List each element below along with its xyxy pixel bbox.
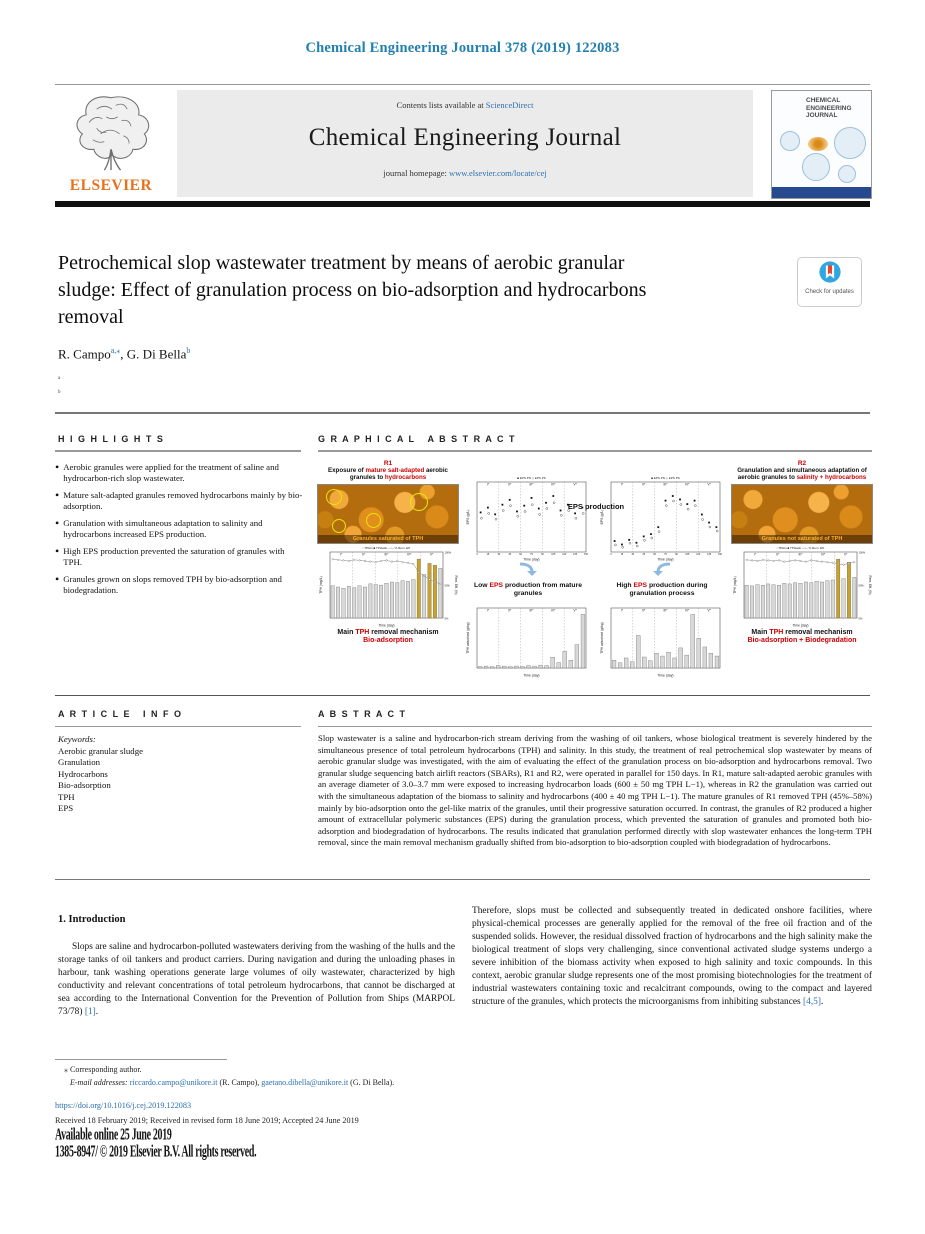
bullet-icon: • [55,460,60,474]
svg-text:90: 90 [541,553,544,557]
cover-title-line2: ENGINEERING [806,104,852,112]
svg-text:IV*: IV* [406,552,412,557]
highlight-text: Mature salt-adapted granules removed hydrocarbons mainly by bio-adsorption. [63,490,303,511]
svg-text:I*: I* [754,552,757,557]
curved-arrow-icon [517,562,539,582]
ga-r2-column [732,460,872,692]
highlight-item [55,546,303,568]
article-info-header: A R T I C L E I N F O [58,709,183,719]
bullet-icon: • [55,544,60,558]
contents-prefix: Contents lists available at [396,100,486,110]
elsevier-tree-icon [68,161,154,178]
svg-text:60: 60 [519,553,522,557]
email-owner-2: (G. Di Bella). [348,1078,395,1087]
header-rule [55,84,870,85]
svg-text:135: 135 [573,553,578,557]
elsevier-logo[interactable] [55,92,167,198]
keyword: Hydrocarbons [58,768,108,779]
svg-text:Time (day): Time (day) [792,623,809,628]
check-updates-icon [818,271,842,288]
svg-text:135: 135 [707,553,712,557]
svg-text:Time (day): Time (day) [657,557,674,562]
svg-text:IV*: IV* [820,552,826,557]
svg-text:Time (day): Time (day) [523,557,540,562]
svg-text:100%: 100% [444,551,452,555]
elsevier-wordmark: ELSEVIER [69,177,153,194]
bullet-icon: • [55,488,60,502]
available-online-line: Available online 25 June 2019 [55,1126,172,1144]
svg-text:IV*: IV* [685,608,690,613]
graphical-abstract-rule [318,450,872,452]
doi-link[interactable]: https://doi.org/10.1016/j.cej.2019.122083 [55,1101,192,1110]
author-line [58,346,190,362]
r1-main-caption: Main TPH removal mechanism Bio-adsorption [337,628,439,645]
high-eps-caption: High EPS production during granulation process [616,582,708,597]
svg-text:■ EPS PN ◇ EPS PS: ■ EPS PN ◇ EPS PS [517,476,546,480]
journal-banner [177,90,753,197]
citation-link[interactable]: [4,5] [803,997,821,1007]
affiliation-a-marker: a [58,376,61,381]
highlight-circle [326,489,342,505]
svg-text:90: 90 [675,553,678,557]
svg-text:III*: III* [663,482,668,487]
r2-photo-overlay: Granules not saturated of TPH [732,535,872,543]
r2-label: R2 [797,460,807,467]
highlight-item [55,574,303,596]
cover-title-line1: CHEMICAL [806,97,841,104]
svg-text:120: 120 [562,553,567,557]
svg-text:75: 75 [530,553,533,557]
low-eps-caption: Low EPS production from mature granules [473,582,582,597]
svg-text:0%: 0% [444,617,449,621]
homepage-line [177,168,753,178]
svg-text:I*: I* [340,552,343,557]
highlight-text: Granulation with simultaneous adaptation to salinity and hydrocarbons increased EPS production. [63,518,263,539]
banner-divider [55,201,870,207]
title-line-3: removal [58,306,124,328]
svg-text:0%: 0% [858,617,863,621]
r1-granules-photo [317,484,459,544]
homepage-link[interactable]: www.elsevier.com/locate/cej [448,168,547,178]
highlight-item [55,490,303,512]
graphical-abstract-header: G R A P H I C A L A B S T R A C T [318,434,517,444]
svg-text:Rem. Eff. (%): Rem. Eff. (%) [454,575,458,595]
svg-text:50%: 50% [444,584,450,588]
author-1-affil-sup: a,⁎ [110,346,121,355]
svg-text:IV*: IV* [551,608,556,613]
highlight-text: Granules grown on slops removed TPH by bio-adsorption and biodegradation. [63,574,282,595]
check-updates-badge[interactable] [797,257,862,307]
journal-citation-line: Chemical Engineering Journal 378 (2019) 122083 [305,40,620,56]
article-info-rule [55,726,301,727]
highlight-circle [410,493,428,511]
email-label: E-mail addresses: [70,1078,128,1087]
svg-text:30: 30 [631,553,635,557]
cover-bubble [838,165,856,183]
svg-text:III*: III* [384,552,389,557]
ga-r1-column [318,460,458,692]
highlight-circle [332,519,346,533]
keyword: TPH [58,791,75,802]
r1-label: R1 [383,460,393,467]
svg-text:V*: V* [844,552,848,557]
svg-text:V*: V* [707,608,711,613]
author-separator: , [120,346,127,362]
section-rule [55,695,870,696]
introduction-right-column: Therefore, slops must be collected and subsequently treated in dedicated onshore facilities, where physical-chemical processes are generally applied for the removal of the free oil fraction and of the suspended solids. However, the residual dissolved fraction of hydrocarbons and the high salinity make the biological treatment of slops very challenging, since conventional activated sludge systems undergo a severe inhibition of the biomass activity when exposed to high salinity and toxic compounds. In this context, aerobic granular sludge represents one of the most promising biotechnologies for the treatment of industrial wastewaters containing toxic and recalcitrant compounds, owing to the compact and layered structure of the granules, which protects the microorganisms from inhibiting substances [4,5]. [472,906,872,1007]
svg-text:II*: II* [776,552,780,557]
email-link-2[interactable]: gaetano.dibella@unikore.it [261,1078,349,1087]
r1-tph-adsorbed-chart [465,600,591,678]
contents-line [177,100,753,110]
keyword: EPS [58,803,74,813]
cover-bottom-band [772,187,871,198]
highlight-circle [366,513,381,528]
abstract-text: Slop wastewater is a saline and hydrocarbon-rich stream deriving from the washing of oil tankers, whose biological treatment is severely hindered by the simultaneous presence of total petroleum hydrocarbons (TPH) and salinity. In this study, the treatment of real petrochemical slop wastewater by means of aerobic granular sludge was investigated, with the aim of evaluating the effect of the granulation process on bio-adsorption and hydrocarbons removal. Two granular sludge sequencing batch airlift reactors (SBARs), R1 and R2, were operated in parallel for 150 days. In R1, mature salt-adapted aerobic granules with an average diameter of 3.0–3.7 mm were exposed to increasing hydrocarbon loads (600 ± 50 mg TPH L−1), whereas in R2 the granulation was carried out with the simultaneous adaptation of the biomass to salinity and hydrocarbons (400 ± 40 mg TPH L−1). The mature granules of R1 removed TPH (45%–58%) mainly by bio-adsorption onto the gel-like matrix of the granules, until their progressive saturation occurred. In contrast, the granules of R2 produced a higher amount of extracellular polymeric substances (EPS) during the granulation process, which prevented the saturation of granules and promoted both bio-adsorption and biodegradation of hydrocarbons. The results indicated that granulation performed directly with slop wastewater enhances the long-term TPH removal, since the main removal mechanism gradually shifted from bio-adsorption to bio-adsorption coupled with biodegradation of hydrocarbons. [318,733,872,848]
cover-bubble [780,131,800,151]
svg-text:TPH adsorbed (g/kg): TPH adsorbed (g/kg) [466,622,470,654]
svg-text:45: 45 [508,553,512,557]
section-rule [55,412,870,414]
svg-text:TPH (mg/L): TPH (mg/L) [319,576,323,594]
svg-text:0: 0 [610,553,612,557]
bullet-icon: • [55,572,60,586]
author-2[interactable]: G. Di Bella [126,346,187,362]
svg-text:II*: II* [508,482,512,487]
svg-text:150: 150 [584,553,588,557]
svg-text:I*: I* [486,482,489,487]
r2-caption: Granulation and simultaneous adaptation of aerobic granules to salinity + hydrocarbons [737,467,867,482]
keywords-block [58,734,298,815]
svg-text:V*: V* [430,552,434,557]
journal-cover-thumbnail[interactable] [771,90,872,199]
svg-text:I*: I* [620,608,623,613]
check-updates-label: Check for updates [805,289,854,295]
cover-artwork [808,137,828,151]
r2-granules-photo [731,484,873,544]
r1-tph-removal-chart [318,544,458,628]
svg-text:II*: II* [362,552,366,557]
svg-text:IV*: IV* [685,482,690,487]
abstract-rule [318,726,872,727]
svg-text:EPS (g/L): EPS (g/L) [466,509,470,525]
highlight-text: Aerobic granules were applied for the treatment of saline and hydrocarbon-rich slop wastewater. [63,462,279,483]
cover-bubble [802,153,830,181]
abstract-header: A B S T R A C T [318,709,407,719]
r2-mechanism: Bio-adsorption + Biodegradation [747,637,857,645]
title-line-1: Petrochemical slop wastewater treatment by means of aerobic granular [58,252,625,274]
section-rule [55,879,870,880]
bullet-icon: • [55,516,60,530]
introduction-heading: 1. Introduction [58,914,126,925]
highlight-item [55,462,303,484]
svg-text:V*: V* [573,482,577,487]
svg-text:TPH adsorbed (g/kg): TPH adsorbed (g/kg) [600,622,604,654]
sciencedirect-link[interactable]: ScienceDirect [485,100,534,110]
cover-title [806,97,852,120]
curved-arrow-icon [651,562,673,582]
email-link-1[interactable]: riccardo.campo@unikore.it [129,1078,218,1087]
r2-tph-adsorbed-chart [599,600,725,678]
svg-text:V*: V* [573,608,577,613]
svg-text:Time (day): Time (day) [523,673,540,678]
svg-text:III*: III* [529,482,534,487]
svg-text:120: 120 [696,553,701,557]
email-owner-1: (R. Campo), [217,1078,262,1087]
svg-text:TPH (mg/L): TPH (mg/L) [733,576,737,594]
r1-caption: Exposure of mature salt-adapted aerobic granules to hydrocarbons [327,467,448,482]
highlight-item [55,518,303,540]
svg-text:15: 15 [486,553,490,557]
author-2-affil-sup: b [186,346,191,355]
highlights-header: H I G H L I G H T S [58,434,165,444]
corresponding-author-note: ⁎ Corresponding author. [64,1065,142,1074]
svg-text:EPS (g/L): EPS (g/L) [600,509,604,525]
keyword: Aerobic granular sludge [58,745,144,756]
svg-text:45: 45 [642,553,646,557]
svg-text:IV*: IV* [551,482,556,487]
graphical-abstract [318,460,872,692]
title-line-2: sludge: Effect of granulation process on bio-adsorption and hydrocarbons [58,279,647,301]
banner-journal-title: Chemical Engineering Journal [308,124,622,151]
svg-text:III*: III* [529,608,534,613]
svg-text:■ EPS PN ◇ EPS PS: ■ EPS PN ◇ EPS PS [651,476,680,480]
citation-link[interactable]: [1] [84,1007,96,1017]
r2-tph-removal-chart [732,544,872,628]
svg-text:III*: III* [663,608,668,613]
svg-text:60: 60 [653,553,656,557]
svg-text:II*: II* [508,608,512,613]
author-1[interactable]: R. Campo [58,346,111,362]
keyword: Granulation [58,757,101,767]
article-title [58,250,778,331]
svg-text:Rem. Eff. (%): Rem. Eff. (%) [868,575,872,595]
svg-text:0: 0 [476,553,478,557]
svg-text:II*: II* [642,608,646,613]
svg-text:50%: 50% [858,584,864,588]
homepage-prefix: journal homepage: [383,168,449,178]
svg-text:I*: I* [620,482,623,487]
svg-text:Time (day): Time (day) [657,673,674,678]
r2-eps-scatter-chart [599,474,725,562]
keywords-label: Keywords: [58,734,96,744]
svg-text:30: 30 [497,553,501,557]
keyword: Bio-adsorption [58,780,111,790]
cover-title-line3: JOURNAL [806,112,838,119]
svg-text:V*: V* [707,482,711,487]
svg-text:105: 105 [685,553,690,557]
r2-main-caption: Main TPH removal mechanism Bio-adsorption + Biodegradation [747,628,857,645]
ga-low-eps-column [464,460,592,692]
svg-text:150: 150 [718,553,722,557]
svg-text:Time (day): Time (day) [378,623,395,628]
highlight-text: High EPS production prevented the saturation of granules with TPH. [63,546,285,567]
r1-mechanism: Bio-adsorption [363,637,413,645]
r1-photo-overlay: Granules saturated of TPH [318,535,458,543]
svg-text:15: 15 [620,553,624,557]
received-dates: Received 18 February 2019; Received in revised form 18 June 2019; Accepted 24 June 2019 [55,1116,359,1125]
svg-text:I*: I* [486,608,489,613]
svg-text:100%: 100% [858,551,866,555]
svg-text:▫ TPHin ■ TPHads ─○─ % Rem. Ef: ▫ TPHin ■ TPHads ─○─ % Rem. Eff. [362,545,411,550]
eps-production-heading: EPS production [567,502,625,511]
ga-high-eps-column [598,460,726,692]
svg-text:▫ TPHin ■ TPHads ─○─ % Rem. Ef: ▫ TPHin ■ TPHads ─○─ % Rem. Eff. [776,545,825,550]
r1-eps-scatter-chart [465,474,591,562]
svg-text:105: 105 [551,553,556,557]
footnote-rule [55,1059,227,1060]
cover-bubble [834,127,866,159]
svg-text:II*: II* [642,482,646,487]
copyright-line: 1385-8947/ © 2019 Elsevier B.V. All rights reserved. [55,1143,257,1161]
svg-text:75: 75 [664,553,667,557]
introduction-left-column: Slops are saline and hydrocarbon-polluted wastewaters deriving from the washing of the hulls and the storage tanks of oil tankers and product carriers. During navigation and during the unloading phases in harbour, tank washing operations generate large volumes of oily wastewater, characterized by high conductivity and relevant concentrations of total petroleum hydrocarbons, that cannot be discharged at sea according to the International Convention for the Prevention of Pollution from Ships (MARPOL 73/78) [1]. [58,942,455,1017]
affiliation-b-marker: b [58,390,61,395]
highlights-list [55,462,303,602]
highlights-rule [55,450,301,452]
email-line [70,1078,394,1087]
svg-text:III*: III* [798,552,803,557]
